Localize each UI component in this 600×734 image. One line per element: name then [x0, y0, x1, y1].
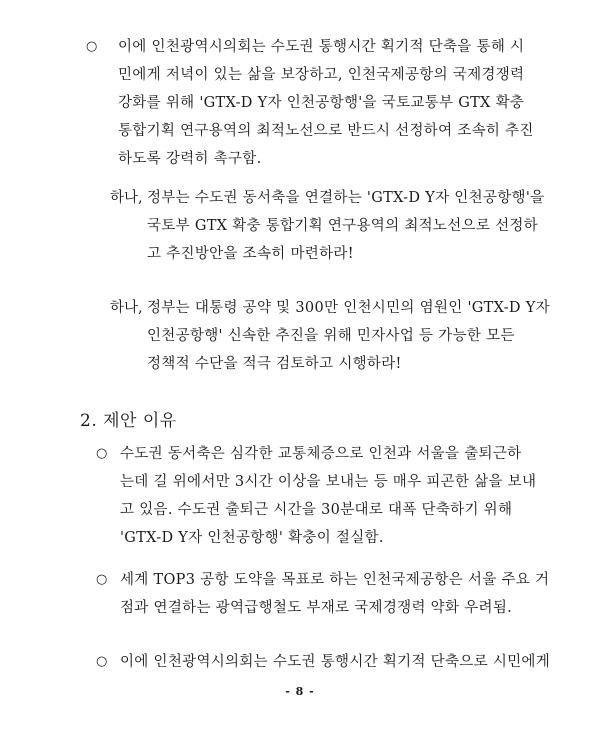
paragraph-line: 국토부 GTX 확충 통합기획 연구용역의 최적노선으로 선정하 [147, 218, 538, 234]
demand-paragraph [110, 184, 545, 268]
paragraph-line: 점과 연결하는 광역급행철도 부재로 국제경쟁력 약화 우려됨. [120, 600, 513, 616]
hana-label: 하나, [110, 300, 143, 316]
demand-paragraph [110, 294, 550, 378]
paragraph-line: 정부는 수도권 동서축을 연결하는 'GTX-D Y자 인천공항행'을 [147, 190, 545, 206]
reason-paragraph [96, 648, 551, 676]
paragraph-line: 민에게 저녁이 있는 삶을 보장하고, 인천국제공항의 국제경쟁력 [118, 67, 525, 83]
paragraph-line: 이에 인천광역시의회는 수도권 통행시간 획기적 단축을 통해 시 [118, 39, 525, 55]
circle-bullet-icon: ○ [96, 654, 108, 669]
paragraph-line: 강화를 위해 'GTX-D Y자 인천공항행'을 국토교통부 GTX 확충 [118, 95, 525, 111]
reason-paragraph [96, 566, 550, 622]
paragraph-line: 는데 길 위에서만 3시간 이상을 보내는 등 매우 피곤한 삶을 보내 [120, 474, 537, 490]
paragraph-line: 정부는 대통령 공약 및 300만 인천시민의 염원인 'GTX-D Y자 [147, 300, 550, 316]
page-number: - 8 - [285, 685, 315, 698]
section-heading: 2. 제안 이유 [80, 411, 177, 431]
paragraph-line: 세계 TOP3 공항 도약을 목표로 하는 인천국제공항은 서울 주요 거 [120, 572, 550, 588]
hana-label: 하나, [110, 190, 143, 206]
paragraph-line: 통합기획 연구용역의 최적노선으로 반드시 선정하여 조속히 추진 [118, 123, 534, 139]
paragraph-line: 고 추진방안을 조속히 마련하라! [147, 246, 354, 262]
paragraph-line: 정책적 수단을 적극 검토하고 시행하라! [147, 356, 402, 372]
paragraph-line: 'GTX-D Y자 인천공항행' 확충이 절실함. [120, 530, 384, 546]
circle-bullet-icon: ○ [96, 446, 108, 461]
paragraph-line: 이에 인천광역시의회는 수도권 통행시간 획기적 단축으로 시민에게 [120, 654, 551, 670]
urge-paragraph [86, 33, 534, 173]
paragraph-line: 인천공항행' 신속한 추진을 위해 민자사업 등 가능한 모든 [147, 328, 515, 344]
paragraph-line: 수도권 동서축은 심각한 교통체증으로 인천과 서울을 출퇴근하 [120, 446, 522, 462]
circle-bullet-icon: ○ [86, 39, 98, 54]
paragraph-line: 하도록 강력히 촉구함. [118, 151, 262, 167]
paragraph-line: 고 있음. 수도권 출퇴근 시간을 30분대로 대폭 단축하기 위해 [120, 502, 513, 518]
reason-paragraph [96, 440, 537, 552]
circle-bullet-icon: ○ [96, 572, 108, 587]
